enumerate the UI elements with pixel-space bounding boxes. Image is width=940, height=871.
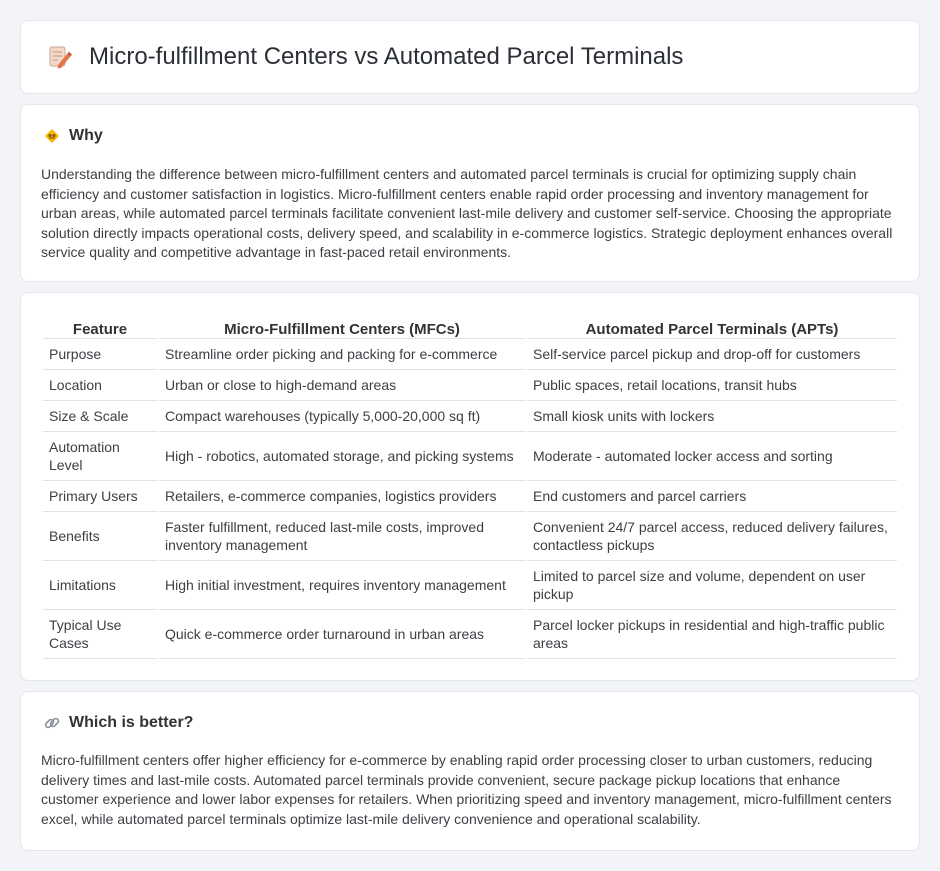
mfc-cell: High - robotics, automated storage, and picking systems: [159, 432, 525, 481]
mfc-cell: Quick e-commerce order turnaround in urban areas: [159, 610, 525, 659]
table-row: [43, 370, 897, 401]
better-heading: Which is better?: [69, 714, 194, 731]
mfc-cell: Retailers, e-commerce companies, logistics providers: [159, 481, 525, 512]
feature-cell: Purpose: [43, 339, 157, 370]
feature-cell: Automation Level: [43, 432, 157, 481]
mfc-cell: Compact warehouses (typically 5,000-20,000 sq ft): [159, 401, 525, 432]
table-row: [43, 481, 897, 512]
apt-cell: End customers and parcel carriers: [527, 481, 897, 512]
page-title: Micro-fulfillment Centers vs Automated Parcel Terminals: [89, 43, 684, 70]
mfc-cell: Streamline order picking and packing for e-commerce: [159, 339, 525, 370]
comparison-table: [41, 315, 899, 659]
mfc-cell: Faster fulfillment, reduced last-mile costs, improved inventory management: [159, 512, 525, 561]
apt-cell: Small kiosk units with lockers: [527, 401, 897, 432]
table-header-row: [43, 315, 897, 339]
table-row: [43, 561, 897, 610]
why-heading: Why: [69, 127, 103, 144]
why-text: Understanding the difference between micro-fulfillment centers and automated parcel terminals is crucial for optimizing supply chain efficiency and customer satisfaction in logistics. Micro-fulfillment centers enable rapid order processing and inventory management for urban areas, while automated parcel terminals facilitate convenient last-mile delivery and customer self-service. Choosing the appropriate solution directly impacts operational costs, delivery speed, and scalability in e-commerce logistics. Strategic deployment enhances overall service quality and competitive advantage in fast-paced retail environments.: [41, 166, 893, 260]
document-pencil-icon: [45, 43, 73, 71]
header-apt: Automated Parcel Terminals (APTs): [527, 315, 897, 339]
feature-cell: Primary Users: [43, 481, 157, 512]
table-row: [43, 610, 897, 659]
link-icon: [43, 714, 61, 732]
why-section: [20, 104, 920, 282]
feature-cell: Size & Scale: [43, 401, 157, 432]
feature-cell: Limitations: [43, 561, 157, 610]
feature-cell: Location: [43, 370, 157, 401]
apt-cell: Moderate - automated locker access and sorting: [527, 432, 897, 481]
apt-cell: Convenient 24/7 parcel access, reduced delivery failures, contactless pickups: [527, 512, 897, 561]
title-card: [20, 20, 920, 94]
apt-cell: Self-service parcel pickup and drop-off for customers: [527, 339, 897, 370]
table-row: [43, 401, 897, 432]
feature-cell: Benefits: [43, 512, 157, 561]
apt-cell: Public spaces, retail locations, transit hubs: [527, 370, 897, 401]
header-mfc: Micro-Fulfillment Centers (MFCs): [159, 315, 525, 339]
header-feature: Feature: [43, 315, 157, 339]
table-row: [43, 339, 897, 370]
handshake-icon: [43, 127, 61, 145]
which-is-better-section: [20, 691, 920, 851]
comparison-card: [20, 292, 920, 681]
table-row: [43, 512, 897, 561]
apt-cell: Parcel locker pickups in residential and high-traffic public areas: [527, 610, 897, 659]
apt-cell: Limited to parcel size and volume, dependent on user pickup: [527, 561, 897, 610]
feature-cell: Typical Use Cases: [43, 610, 157, 659]
better-text: Micro-fulfillment centers offer higher efficiency for e-commerce by enabling rapid order processing closer to urban customers, reducing delivery times and last-mile costs. Automated parcel terminals provide convenient, secure package pickup locations that enhance customer experience and lower labor expenses for retailers. When prioritizing speed and inventory management, micro-fulfillment centers excel, while automated parcel terminals optimize last-mile delivery convenience and operational scalability.: [41, 752, 892, 827]
mfc-cell: High initial investment, requires inventory management: [159, 561, 525, 610]
mfc-cell: Urban or close to high-demand areas: [159, 370, 525, 401]
table-row: [43, 432, 897, 481]
